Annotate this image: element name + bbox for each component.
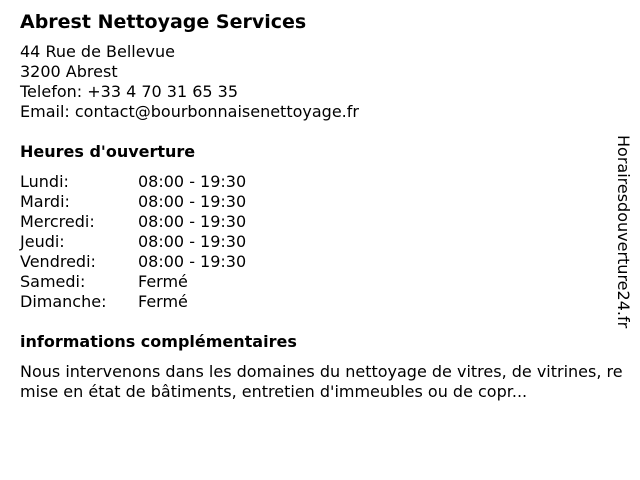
info-heading: informations complémentaires [20, 332, 297, 351]
hours-row-lundi [20, 172, 620, 192]
hours-row-samedi [20, 272, 620, 292]
time-value: 08:00 - 19:30 [138, 232, 247, 251]
hours-row-mercredi [20, 212, 620, 232]
time-value: Fermé [138, 272, 188, 291]
day-label: Mercredi: [20, 212, 95, 231]
business-name: Abrest Nettoyage Services [20, 11, 307, 33]
hours-heading: Heures d'ouverture [20, 142, 196, 161]
hours-table [20, 172, 620, 312]
site-watermark: Horairesdouverture24.fr [614, 135, 633, 329]
time-value: 08:00 - 19:30 [138, 252, 247, 271]
hours-row-vendredi [20, 252, 620, 272]
email-line: Email: contact@bourbonnaisenettoyage.fr [20, 102, 359, 121]
time-value: 08:00 - 19:30 [138, 212, 247, 231]
hours-row-jeudi [20, 232, 620, 252]
street-address: 44 Rue de Bellevue [20, 42, 176, 61]
day-label: Jeudi: [20, 232, 65, 251]
day-label: Lundi: [20, 172, 69, 191]
day-label: Dimanche: [20, 292, 107, 311]
day-label: Mardi: [20, 192, 70, 211]
phone-line: Telefon: +33 4 70 31 65 35 [20, 82, 239, 101]
day-label: Samedi: [20, 272, 86, 291]
time-value: 08:00 - 19:30 [138, 172, 247, 191]
time-value: Fermé [138, 292, 188, 311]
hours-row-dimanche [20, 292, 620, 312]
business-card [20, 10, 623, 402]
time-value: 08:00 - 19:30 [138, 192, 247, 211]
city-line: 3200 Abrest [20, 62, 118, 81]
hours-row-mardi [20, 192, 620, 212]
day-label: Vendredi: [20, 252, 96, 271]
info-description: Nous intervenons dans les domaines du nettoyage de vitres, de vitrines, remise en état de bâtiments, entretien d'immeubles ou de copr... [20, 362, 623, 401]
